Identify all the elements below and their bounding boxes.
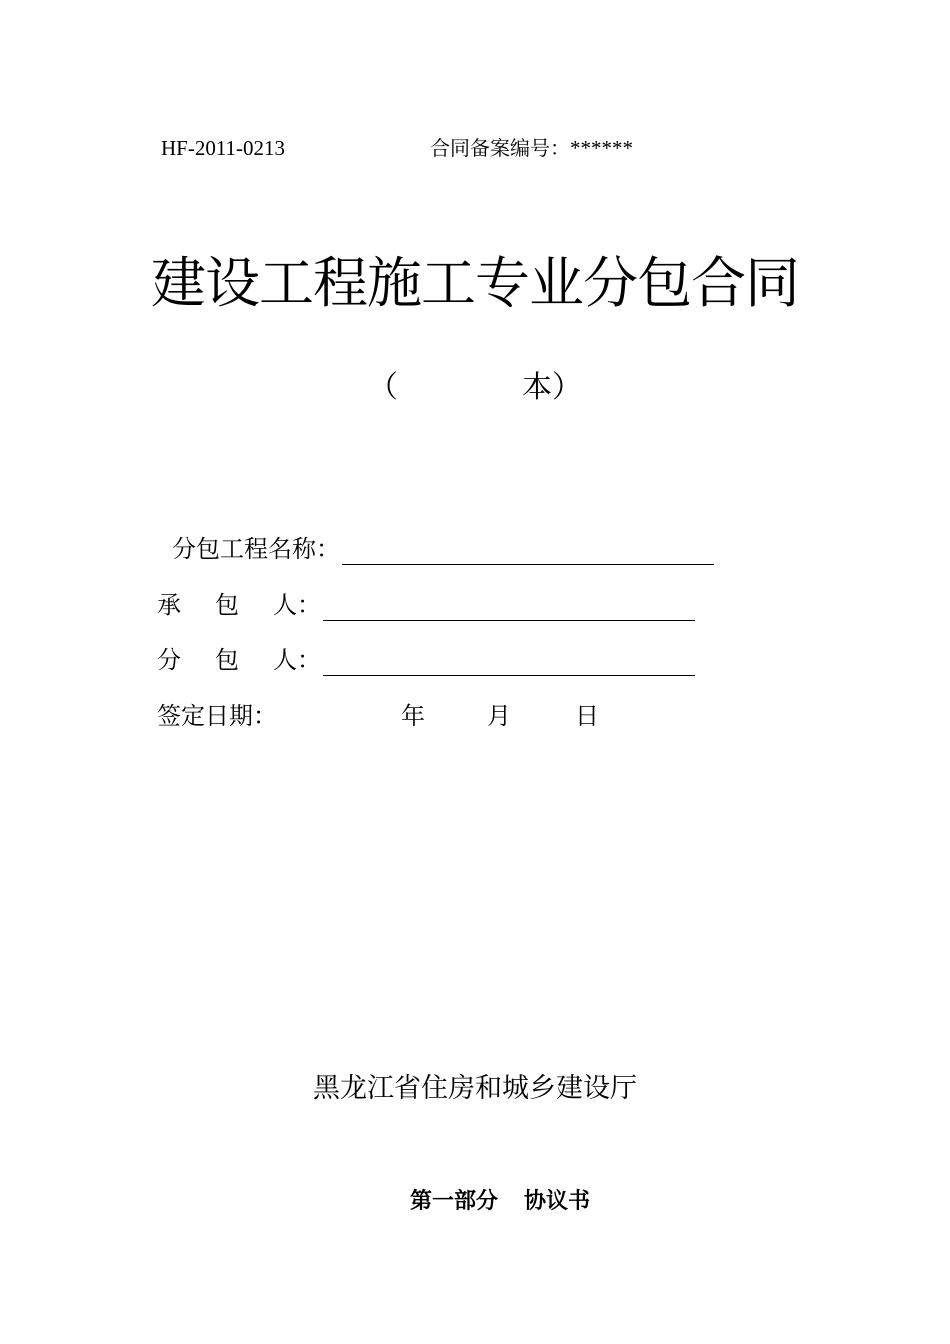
filing-number: [430, 134, 633, 162]
contractor-label: 承 包 人：: [157, 591, 321, 619]
edition-text: 本）: [522, 370, 582, 405]
project-name-blank: [342, 536, 714, 565]
subcontractor-field: [157, 644, 695, 676]
edition-open-paren: （: [368, 370, 398, 405]
contractor-blank: [323, 592, 695, 621]
part-name: 协议书: [524, 1189, 591, 1214]
sign-date-field: [157, 700, 599, 732]
date-day-label: 日: [575, 702, 599, 730]
edition-label: [0, 366, 950, 410]
subcontractor-label: 分 包 人：: [157, 646, 321, 674]
filing-number-value: ******: [570, 136, 633, 160]
publisher: 黑龙江省住房和城乡建设厅: [313, 1073, 637, 1104]
part-number: 第一部分: [409, 1189, 498, 1214]
date-year-label: 年: [401, 702, 425, 730]
project-name-label: 分包工程名称：: [172, 535, 340, 563]
subcontractor-blank: [323, 647, 695, 676]
document-code: HF-2011-0213: [161, 136, 286, 160]
filing-number-label: 合同备案编号：: [430, 136, 570, 160]
contractor-field: [157, 589, 695, 621]
contract-title: 建设工程施工专业分包合同: [150, 251, 799, 315]
part-heading: [0, 1187, 950, 1217]
sign-date-label: 签定日期：: [157, 702, 277, 730]
date-month-label: 月: [487, 702, 511, 730]
project-name-field: [172, 533, 714, 565]
